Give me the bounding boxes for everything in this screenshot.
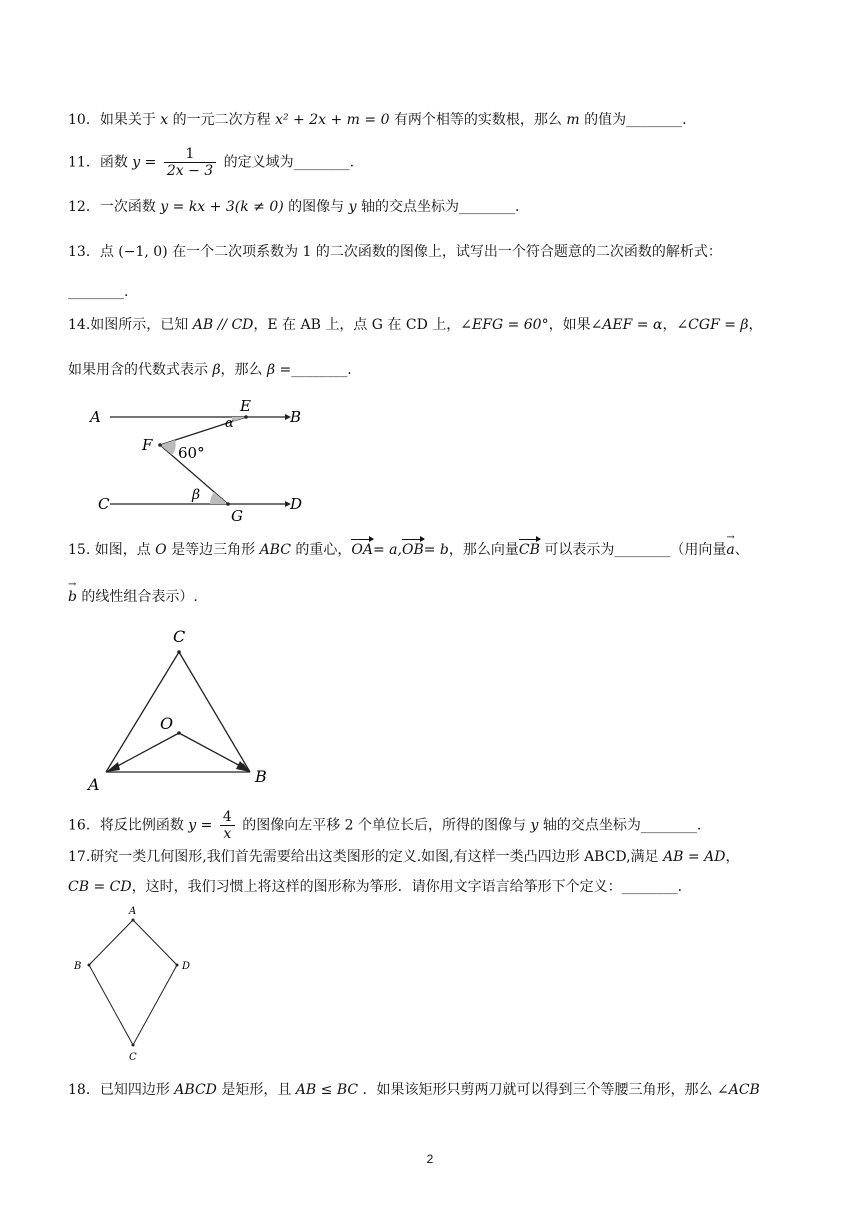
question-15: 15. 如图，点 O 是等边三角形 ABC 的重心，OA= a,OB= b，那么向量CB 可以表示为________（用向量→ a、 — [68, 540, 749, 560]
label-60: 60° — [178, 444, 205, 462]
side-ad — [133, 920, 177, 965]
question-17-line2: CB = CD，这时，我们习惯上将这样的图形称为筝形．请你用文字语言给筝形下个定义：________. — [68, 879, 683, 895]
answer-blank: ________ — [68, 284, 124, 300]
label-alpha: α — [225, 416, 234, 431]
label-g: G — [231, 507, 243, 525]
angle-beta-marker — [210, 492, 228, 504]
point-o — [177, 731, 181, 735]
answer-blank: ________ — [291, 362, 348, 378]
point-f — [158, 443, 162, 447]
label-c: C — [129, 1052, 137, 1063]
answer-blank: ________ — [621, 879, 678, 895]
question-13-answer-line: ________. — [68, 284, 129, 300]
angle-alpha-marker — [232, 417, 246, 422]
point-b — [88, 964, 91, 967]
point-c — [132, 1044, 135, 1047]
page-number: 2 — [426, 1152, 434, 1166]
label-f: F — [142, 436, 153, 454]
vector-ob — [179, 733, 244, 768]
equation: x² + 2x + m = 0 — [275, 112, 390, 128]
point-e — [244, 415, 248, 419]
answer-blank: ________ — [626, 112, 683, 128]
question-16: 16．将反比例函数 y = $\frac{4}{x}$ 的图像向左平移 2 个单位长后，所得的图像与 y 轴的交点坐标为________. — [68, 809, 702, 842]
side-dc — [133, 965, 177, 1045]
question-17: 17.研究一类几何图形,我们首先需要给出这类图形的定义.如图,有这样一类凸四边形 ABCD,满足 AB = AD， — [68, 849, 740, 865]
label-c: C — [98, 495, 110, 513]
point-g — [226, 502, 230, 506]
answer-blank: ________ — [293, 154, 350, 171]
label-d: D — [290, 495, 303, 513]
answer-blank: ________ — [458, 199, 515, 215]
question-11: 11．函数 y = $\frac{1}{2x - 3}$ 的定义域为________. — [68, 146, 355, 179]
question-12: 12．一次函数 y = kx + 3(k ≠ 0) 的图像与 y 轴的交点坐标为________. — [68, 199, 520, 215]
figure-triangle-centroid — [80, 622, 280, 797]
side-ab — [89, 920, 133, 965]
fraction: $\frac{1}{2x - 3}$ — [164, 146, 216, 179]
point-a — [132, 919, 135, 922]
label-d: D — [182, 961, 191, 972]
equation: y = kx + 3(k ≠ 0) — [160, 199, 284, 215]
answer-blank: ________ — [614, 542, 671, 558]
question-13: 13．点 (−1, 0) 在一个二次项系数为 1 的二次函数的图像上，试写出一个符合题意的二次函数的解析式： — [68, 244, 722, 260]
point-c — [177, 650, 181, 654]
label-a: A — [88, 775, 100, 794]
side-cb — [179, 652, 250, 772]
question-14: 14.如图所示，已知 AB // CD，E 在 AB 上，点 G 在 CD 上，∠EFG = 60°，如果∠AEF = α，∠CGF = β， — [68, 317, 763, 333]
fraction: $\frac{4}{x}$ — [220, 809, 235, 842]
arrowhead-oa — [106, 762, 120, 772]
label-beta: β — [192, 487, 201, 503]
question-14-line2: 如果用含的代数式表示 β，那么 β =________. — [68, 362, 352, 378]
vector-oa — [112, 733, 179, 769]
answer-blank: ________ — [640, 817, 697, 834]
label-b: B — [74, 961, 82, 972]
question-10: 10．如果关于 x 的一元二次方程 x² + 2x + m = 0 有两个相等的实数根，那么 m 的值为________. — [68, 112, 687, 128]
side-ca — [106, 652, 179, 772]
label-b: B — [290, 408, 302, 426]
label-c: C — [173, 627, 186, 646]
label-b: B — [255, 767, 267, 786]
question-15-line2: → b 的线性组合表示）. — [68, 587, 198, 607]
figure-parallel-lines — [80, 392, 320, 527]
label-e: E — [240, 397, 251, 415]
question-18: 18．已知四边形 ABCD 是矩形，且 AB ≤ BC ．如果该矩形只剪两刀就可以得到三个等腰三角形，那么 ∠ACB — [68, 1082, 760, 1098]
side-bc — [89, 965, 133, 1045]
figure-kite — [70, 900, 210, 1070]
label-a: A — [90, 408, 101, 426]
label-a: A — [129, 906, 137, 917]
point-d — [176, 964, 179, 967]
label-o: O — [160, 714, 174, 733]
